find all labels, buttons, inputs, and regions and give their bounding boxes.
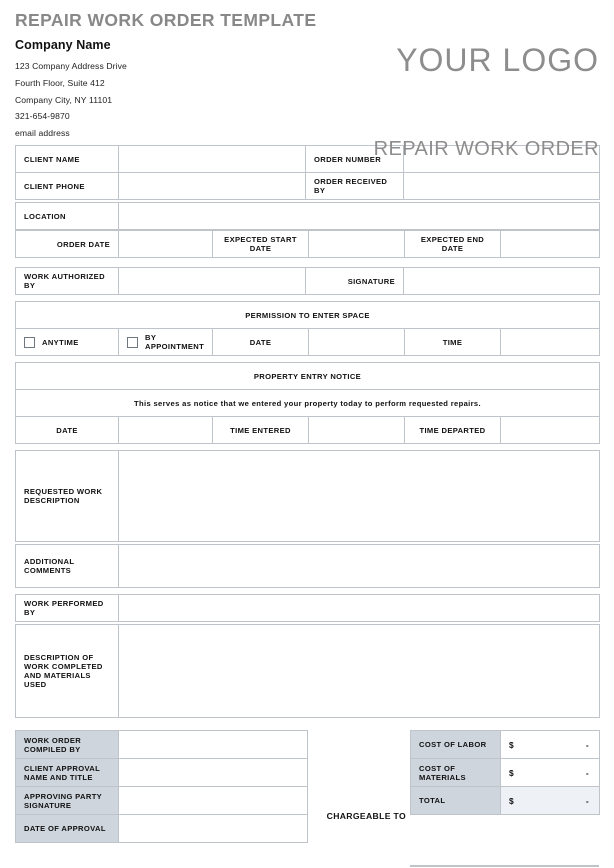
total-value-cell [501, 787, 600, 815]
date-of-approval-input[interactable] [119, 815, 308, 843]
permission-band-title: PERMISSION TO ENTER SPACE [16, 302, 600, 329]
approving-signature-input[interactable] [119, 787, 308, 815]
work-authorized-by-input[interactable] [119, 268, 306, 295]
requested-work-input[interactable] [119, 451, 600, 542]
description-completed-input[interactable] [119, 625, 600, 718]
cost-of-labor-value: - [585, 739, 589, 750]
client-approval-label: CLIENT APPROVAL NAME AND TITLE [16, 759, 119, 787]
client-phone-label: CLIENT PHONE [16, 173, 119, 200]
entry-date-input[interactable] [119, 417, 213, 444]
additional-comments-input[interactable] [119, 545, 600, 588]
additional-comments-label: ADDITIONAL COMMENTS [16, 545, 119, 588]
work-performed-by-input[interactable] [119, 595, 600, 622]
order-date-input[interactable] [119, 231, 213, 258]
currency-symbol: $ [509, 767, 515, 778]
cost-of-materials-input[interactable] [501, 759, 600, 787]
table-row [16, 363, 600, 390]
entry-notice-text: This serves as notice that we entered your property today to perform requested repairs. [16, 390, 600, 417]
authorization-table [15, 267, 600, 295]
expected-start-date-label: EXPECTED START DATE [213, 231, 309, 258]
currency-symbol: $ [509, 795, 515, 806]
permission-to-enter-table [15, 301, 600, 356]
table-row [16, 173, 600, 200]
signature-input[interactable] [404, 268, 600, 295]
expected-start-date-input[interactable] [309, 231, 405, 258]
total-label: TOTAL [411, 787, 501, 815]
by-appointment-checkbox-cell[interactable] [119, 329, 213, 356]
table-row [16, 268, 600, 295]
approving-signature-label: APPROVING PARTY SIGNATURE [16, 787, 119, 815]
approval-table [15, 730, 308, 843]
table-row [16, 203, 600, 230]
company-phone: 321-654-9870 [15, 111, 70, 122]
table-row [16, 759, 308, 787]
checkbox-icon[interactable] [127, 337, 138, 348]
work-performed-by-label: WORK PERFORMED BY [16, 595, 119, 622]
anytime-label: ANYTIME [42, 337, 79, 347]
chargeable-to-underline[interactable] [410, 865, 599, 867]
table-row [16, 815, 308, 843]
company-name: Company Name [15, 38, 111, 52]
cost-of-materials-value: - [585, 767, 589, 778]
table-row [16, 329, 600, 356]
property-entry-notice-table [15, 362, 600, 444]
bottom-section [15, 730, 599, 867]
location-input[interactable] [119, 203, 600, 230]
table-row [16, 231, 600, 258]
permission-time-input[interactable] [501, 329, 600, 356]
location-table [15, 202, 600, 230]
permission-time-label: TIME [405, 329, 501, 356]
work-authorized-by-label: WORK AUTHORIZED BY [16, 268, 119, 295]
company-email: email address [15, 128, 70, 138]
work-completed-table [15, 624, 600, 718]
client-approval-input[interactable] [119, 759, 308, 787]
currency-symbol: $ [509, 739, 515, 750]
table-row [16, 731, 308, 759]
time-departed-label: TIME DEPARTED [405, 417, 501, 444]
spacer [15, 258, 599, 267]
time-departed-input[interactable] [501, 417, 600, 444]
total-value: - [585, 795, 589, 806]
date-of-approval-label: DATE OF APPROVAL [16, 815, 119, 843]
permission-date-label: DATE [213, 329, 309, 356]
costs-block [410, 730, 599, 867]
table-row [411, 759, 600, 787]
entry-notice-band-title: PROPERTY ENTRY NOTICE [16, 363, 600, 390]
client-name-label: CLIENT NAME [16, 146, 119, 173]
table-row [16, 595, 600, 622]
signature-label: SIGNATURE [306, 268, 404, 295]
by-appointment-label: BY APPOINTMENT [145, 333, 205, 351]
expected-end-date-input[interactable] [501, 231, 600, 258]
form-name-heading: REPAIR WORK ORDER [373, 138, 599, 160]
client-phone-input[interactable] [119, 173, 306, 200]
chargeable-to-label: CHARGEABLE TO [326, 811, 406, 821]
order-date-label: ORDER DATE [16, 231, 119, 258]
permission-date-input[interactable] [309, 329, 405, 356]
company-address-line-2: Fourth Floor, Suite 412 [15, 77, 105, 88]
order-number-label: ORDER NUMBER [306, 146, 404, 173]
company-address-line-1: 123 Company Address Drive [15, 61, 127, 71]
table-row [16, 545, 600, 588]
repair-work-order-page [0, 10, 614, 868]
company-info-block [15, 38, 315, 142]
work-performed-table [15, 594, 600, 622]
cost-of-labor-input[interactable] [501, 731, 600, 759]
table-row [16, 302, 600, 329]
additional-comments-table [15, 544, 600, 588]
company-address-line-3: Company City, NY 11101 [15, 94, 113, 105]
table-row [16, 625, 600, 718]
table-row [411, 787, 600, 815]
anytime-checkbox-cell[interactable] [16, 329, 119, 356]
location-label: LOCATION [16, 203, 119, 230]
requested-work-label: REQUESTED WORK DESCRIPTION [16, 451, 119, 542]
table-row [16, 417, 600, 444]
table-row [16, 787, 308, 815]
requested-work-table [15, 450, 600, 542]
client-name-input[interactable] [119, 146, 306, 173]
cost-of-labor-label: COST OF LABOR [411, 731, 501, 759]
chargeable-to-block [307, 730, 410, 867]
dates-table [15, 230, 600, 258]
cost-of-materials-label: COST OF MATERIALS [411, 759, 501, 787]
spacer [410, 815, 599, 841]
order-received-by-label: ORDER RECEIVED BY [306, 173, 404, 200]
table-row [411, 731, 600, 759]
expected-end-date-label: EXPECTED END DATE [405, 231, 501, 258]
time-entered-label: TIME ENTERED [213, 417, 309, 444]
order-received-by-input[interactable] [404, 173, 600, 200]
entry-date-label: DATE [16, 417, 119, 444]
compiled-by-label: WORK ORDER COMPILED BY [16, 731, 119, 759]
checkbox-icon[interactable] [24, 337, 35, 348]
compiled-by-input[interactable] [119, 731, 308, 759]
page-title: REPAIR WORK ORDER TEMPLATE [15, 10, 317, 30]
approval-block [15, 730, 307, 867]
time-entered-input[interactable] [309, 417, 405, 444]
costs-table [410, 730, 600, 815]
table-row [16, 390, 600, 417]
logo-placeholder: YOUR LOGO [396, 42, 599, 78]
table-row [16, 451, 600, 542]
description-completed-label: DESCRIPTION OF WORK COMPLETED AND MATERIALS USED [16, 625, 119, 718]
